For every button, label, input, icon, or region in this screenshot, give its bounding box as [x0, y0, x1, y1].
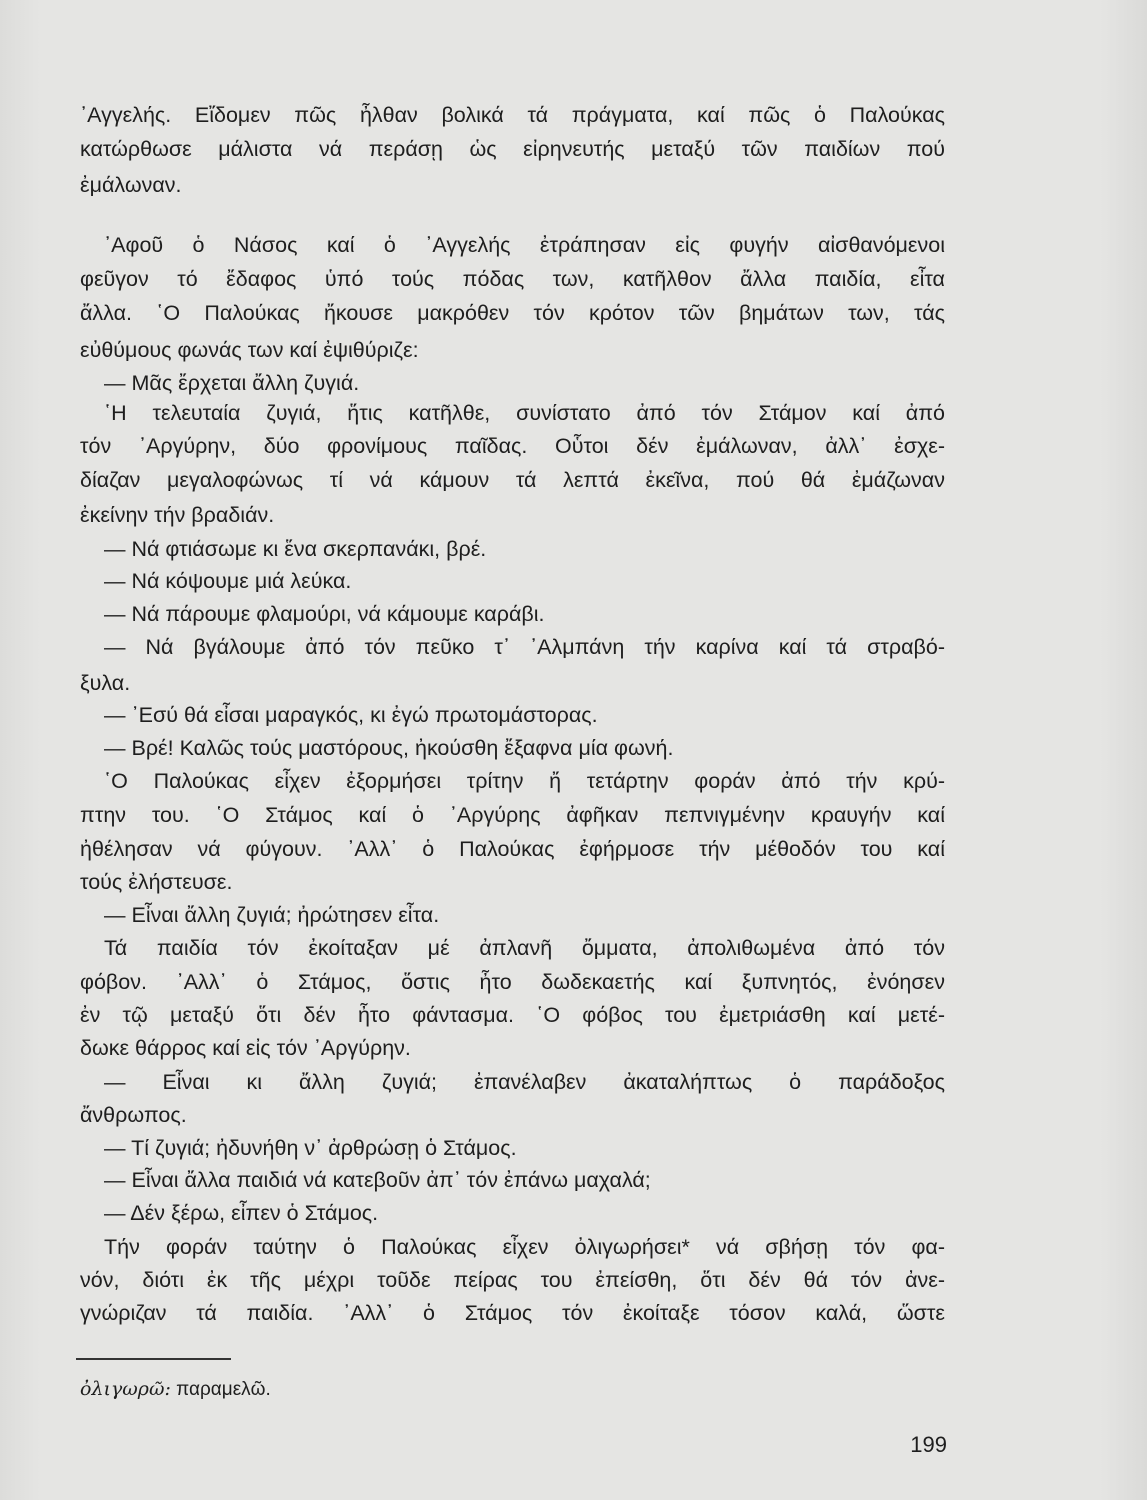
text-line: — Εἶναι κι ἄλλη ζυγιά; ἐπανέλαβεν ἀκαταλήπτως ὁ παράδοξος	[104, 1070, 945, 1094]
text-line: Τήν φοράν ταύτην ὁ Παλούκας εἶχεν ὀλιγωρήσει* νά σβήσῃ τόν φα-	[104, 1235, 945, 1259]
text-line: δωκε θάρρος καί εἰς τόν ᾿Αργύρην.	[80, 1036, 411, 1060]
text-line: φεῦγον τό ἔδαφος ὑπό τούς πόδας των, κατῆλθον ἄλλα παιδία, εἶτα	[80, 267, 945, 291]
footnote	[80, 1378, 271, 1401]
text-line: ἄλλα. ῾Ο Παλούκας ἤκουσε μακρόθεν τόν κρότον τῶν βημάτων των, τάς	[80, 301, 945, 325]
text-line: Τά παιδία τόν ἐκοίταξαν μέ ἀπλανῆ ὄμματα, ἀπολιθωμένα ἀπό τόν	[104, 936, 945, 960]
footnote-term: ὀλιγωρῶ:	[80, 1378, 171, 1400]
text-line: γνώριζαν τά παιδία. ᾿Αλλ᾿ ὁ Στάμος τόν ἐκοίταξε τόσον καλά, ὥστε	[80, 1301, 945, 1325]
text-line: ῾Ο Παλούκας εἶχεν ἐξορμήσει τρίτην ἤ τετάρτην φοράν ἀπό τήν κρύ-	[104, 769, 945, 793]
text-line: — Τί ζυγιά; ἠδυνήθη ν᾿ ἀρθρώσῃ ὁ Στάμος.	[104, 1136, 517, 1160]
text-line: — Βρέ! Καλῶς τούς μαστόρους, ἠκούσθη ἔξαφνα μία φωνή.	[104, 736, 674, 760]
text-line: ᾿Αγγελής. Εἴδομεν πῶς ἦλθαν βολικά τά πράγματα, καί πῶς ὁ Παλούκας	[80, 103, 945, 127]
text-line: ῾Η τελευταία ζυγιά, ἥτις κατῆλθε, συνίστατο ἀπό τόν Στάμον καί ἀπό	[104, 401, 945, 425]
text-line: — Νά κόψουμε μιά λεύκα.	[104, 569, 352, 593]
text-line: — Δέν ξέρω, εἶπεν ὁ Στάμος.	[104, 1201, 379, 1225]
text-line: — ᾿Εσύ θά εἶσαι μαραγκός, κι ἐγώ πρωτομάστορας.	[104, 703, 598, 727]
text-line: φόβον. ᾿Αλλ᾿ ὁ Στάμος, ὅστις ἦτο δωδεκαετής καί ξυπνητός, ἐνόησεν	[80, 970, 945, 994]
footnote-definition: παραμελῶ.	[176, 1379, 271, 1400]
text-line: ἐκείνην τήν βραδιάν.	[80, 503, 275, 527]
text-line: ξυλα.	[80, 671, 131, 695]
text-line: νόν, διότι ἐκ τῆς μέχρι τοῦδε πείρας του ἐπείσθη, ὅτι δέν θά τόν ἀνε-	[80, 1268, 945, 1292]
text-line: — Εἶναι ἄλλη ζυγιά; ἠρώτησεν εἶτα.	[104, 903, 440, 927]
footnote-rule	[76, 1358, 231, 1360]
text-line: κατώρθωσε μάλιστα νά περάσῃ ὡς εἰρηνευτής μεταξύ τῶν παιδίων πού	[80, 137, 945, 161]
text-line: τόν ᾿Αργύρην, δύο φρονίμους παῖδας. Οὗτοι δέν ἐμάλωναν, ἀλλ᾿ ἐσχε-	[80, 434, 945, 458]
text-line: ᾿Αφοῦ ὁ Νάσος καί ὁ ᾿Αγγελής ἐτράπησαν εἰς φυγήν αἰσθανόμενοι	[104, 233, 945, 257]
text-line: πτην του. ῾Ο Στάμος καί ὁ ᾿Αργύρης ἀφῆκαν πεπνιγμένην κραυγήν καί	[80, 803, 945, 827]
text-line: ἐμάλωναν.	[80, 173, 182, 197]
page-number: 199	[910, 1432, 947, 1457]
text-line: ἐν τῷ μεταξύ ὅτι δέν ἦτο φάντασμα. ῾Ο φόβος του ἐμετριάσθη καί μετέ-	[80, 1003, 945, 1027]
text-line: ἠθέλησαν νά φύγουν. ᾿Αλλ᾿ ὁ Παλούκας ἐφήρμοσε τήν μέθοδόν του καί	[80, 837, 945, 861]
text-line: — Εἶναι ἄλλα παιδιά νά κατεβοῦν ἀπ᾿ τόν ἐπάνω μαχαλά;	[104, 1168, 651, 1192]
text-line: — Νά βγάλουμε ἀπό τόν πεῦκο τ᾿ ᾿Αλμπάνη τήν καρίνα καί τά στραβό-	[104, 635, 945, 659]
text-line: — Νά φτιάσωμε κι ἕνα σκερπανάκι, βρέ.	[104, 537, 487, 561]
text-line: — Μᾶς ἔρχεται ἄλλη ζυγιά.	[104, 371, 360, 395]
text-line: τούς ἐλήστευσε.	[80, 870, 233, 894]
text-line: δίαζαν μεγαλοφώνως τί νά κάμουν τά λεπτά ἐκεῖνα, πού θά ἐμάζωναν	[80, 468, 945, 492]
text-line: εὐθύμους φωνάς των καί ἐψιθύριζε:	[80, 338, 419, 362]
text-line: ἄνθρωπος.	[80, 1103, 187, 1127]
text-line: — Νά πάρουμε φλαμούρι, νά κάμουμε καράβι.	[104, 602, 545, 626]
